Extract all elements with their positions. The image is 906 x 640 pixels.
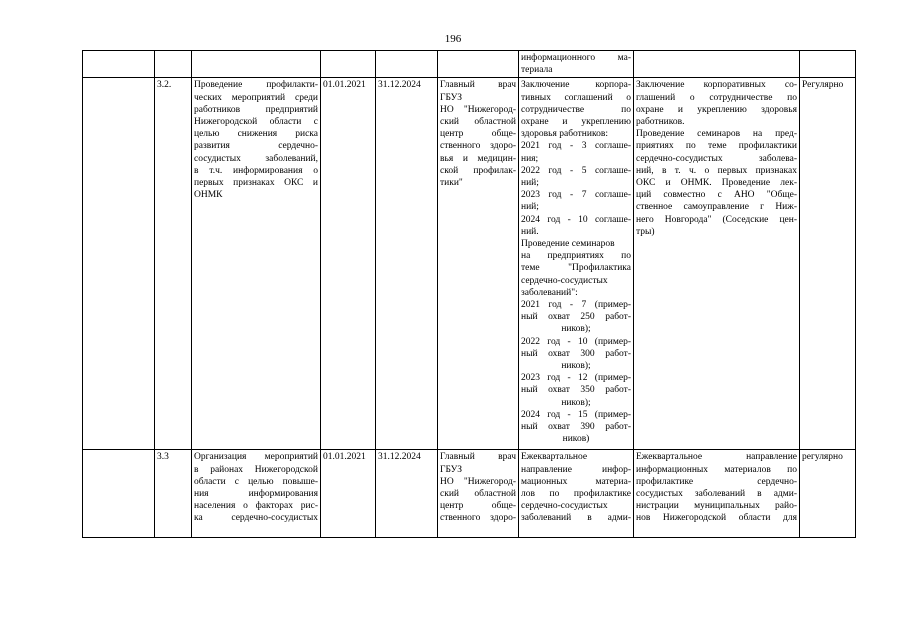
table-cell	[83, 51, 155, 78]
text-line: ний.	[521, 226, 539, 237]
text-line: целью снижения риска	[194, 129, 318, 140]
text-line: сердечно-сосудистых заболева-	[636, 153, 797, 164]
text-line: ников);	[561, 397, 591, 408]
text-line: в районах Нижегородской	[194, 464, 318, 475]
text-line: на предприятиях по	[521, 251, 631, 262]
text-line: области с целью повыше-	[194, 476, 318, 487]
start-date: 01.01.2021	[321, 450, 376, 538]
text-line: Главный врач	[440, 80, 516, 91]
text-line: ГБУЗ	[440, 92, 462, 103]
table-cell	[800, 51, 856, 78]
text-line: 2023 год - 7 соглаше-	[521, 190, 631, 201]
measures-table	[82, 50, 856, 538]
text-line: Заключение корпора-	[521, 80, 631, 91]
table-cell	[83, 450, 155, 538]
text-line: охране и укреплению	[521, 117, 631, 128]
table-cell	[634, 51, 800, 78]
row-number: 3.3	[155, 450, 192, 538]
text-line: ций совместно с АНО "Обще-	[636, 190, 797, 201]
text-line: охране и укреплению здоровья	[636, 104, 797, 115]
text-line: мационных материа-	[521, 476, 631, 487]
text-line: 2022 год - 5 соглаше-	[521, 165, 631, 176]
table-cell	[192, 51, 321, 78]
text-line: сотрудничестве по	[521, 104, 631, 115]
start-date: 01.01.2021	[321, 78, 376, 450]
text-line: в т.ч. информирования о	[194, 165, 318, 176]
period-cell: регулярно	[800, 450, 856, 538]
text-line: териала	[521, 65, 553, 76]
text-line: ный охват 250 работ-	[521, 312, 631, 323]
text-line: работников предприятий	[194, 104, 318, 115]
text-line: заболеваний в адми-	[521, 513, 631, 524]
text-line: 2021 год - 7 (пример-	[521, 300, 631, 311]
text-line: ческих мероприятий среди	[194, 92, 318, 103]
result-cell	[519, 78, 634, 450]
text-line: Проведение профилакти-	[194, 80, 318, 91]
text-line: центр обще-	[440, 501, 516, 512]
result-cell	[519, 450, 634, 538]
text-line: глашений о сотрудничестве по	[636, 92, 797, 103]
text-line: ников);	[561, 361, 591, 372]
table-cell	[83, 78, 155, 450]
text-line: Ежеквартальное направление	[636, 452, 797, 463]
text-line: ный охват 390 работ-	[521, 422, 631, 433]
text-line: информационных материалов по	[636, 464, 797, 475]
text-line: ственное самоуправление г Ниж-	[636, 202, 797, 213]
text-line: 2024 год - 10 соглаше-	[521, 214, 631, 225]
text-line: ственного здоро-	[440, 513, 516, 524]
text-line: направление инфор-	[521, 464, 631, 475]
text-line: Проведение семинаров на пред-	[636, 129, 797, 140]
text-line: Нижегородской области с	[194, 117, 318, 128]
table-cell	[376, 51, 438, 78]
text-line: ской профилак-	[440, 165, 516, 176]
period-cell: Регулярно	[800, 78, 856, 450]
end-date: 31.12.2024	[376, 78, 438, 450]
measure-cell	[192, 78, 321, 450]
text-line: НО "Нижегород-	[440, 104, 516, 115]
text-line: нистрации муниципальных райо-	[636, 501, 797, 512]
table-row	[83, 450, 856, 538]
text-line: приятиях по теме профилактики	[636, 141, 797, 152]
table-cell	[155, 51, 192, 78]
text-line: Главный врач	[440, 452, 516, 463]
text-line: 2022 год - 10 (пример-	[521, 336, 631, 347]
text-line: 2021 год - 3 соглаше-	[521, 141, 631, 152]
text-line: теме "Профилактика	[521, 263, 631, 274]
text-line: информационного ма-	[521, 53, 631, 63]
text-line: лов по профилактике	[521, 489, 631, 500]
text-line: ка сердечно-сосудистых	[194, 513, 318, 524]
text-line: тивных соглашений о	[521, 92, 631, 103]
text-line: Заключение корпоративных со-	[636, 80, 797, 91]
text-line: заболеваний":	[521, 287, 578, 298]
text-line: центр обще-	[440, 129, 516, 140]
text-line: Организация мероприятий	[194, 452, 318, 463]
text-line: ний;	[521, 202, 539, 213]
text-line: ников);	[561, 324, 591, 335]
text-line: нов Нижегородской области для	[636, 513, 797, 524]
text-line: 2023 год - 12 (пример-	[521, 373, 631, 384]
text-line: ственного здоро-	[440, 141, 516, 152]
text-line: ОКС и ОНМК. Проведение лек-	[636, 178, 797, 189]
text-line: ский областной	[440, 117, 516, 128]
text-line: сосудистых заболеваний в адми-	[636, 489, 797, 500]
table-row	[83, 78, 856, 450]
result-cell	[519, 51, 634, 78]
text-line: ников)	[562, 434, 590, 445]
text-line: профилактике сердечно-	[636, 476, 797, 487]
text-line: населения о факторах рис-	[194, 501, 318, 512]
text-line: здоровья работников:	[521, 129, 608, 140]
text-line: 2024 год - 15 (пример-	[521, 409, 631, 420]
text-line: ГБУЗ	[440, 464, 462, 475]
page-number: 196	[444, 33, 462, 45]
text-line: вья и медицин-	[440, 153, 516, 164]
text-line: сердечно-сосудистых	[521, 275, 608, 286]
text-line: ний, в т. ч. о первых признаках	[636, 165, 797, 176]
text-line: ский областной	[440, 489, 516, 500]
text-line: НО "Нижегород-	[440, 476, 516, 487]
text-line: развития сердечно-	[194, 141, 318, 152]
mechanism-cell	[634, 450, 800, 538]
responsible-cell	[438, 450, 519, 538]
table-cell	[438, 51, 519, 78]
table-row	[83, 51, 856, 78]
text-line: него Новгорода" (Соседские цен-	[636, 214, 797, 225]
end-date: 31.12.2024	[376, 450, 438, 538]
text-line: Проведение семинаров	[521, 239, 615, 250]
text-line: ния;	[521, 153, 539, 164]
text-line: тики"	[440, 178, 463, 189]
text-line: ний;	[521, 178, 539, 189]
measure-cell	[192, 450, 321, 538]
responsible-cell	[438, 78, 519, 450]
text-line: Ежеквартальное	[521, 452, 588, 463]
text-line: тры)	[636, 226, 655, 237]
text-line: ОНМК	[194, 190, 223, 201]
mechanism-cell	[634, 78, 800, 450]
table-cell	[321, 51, 376, 78]
row-number: 3.2.	[155, 78, 192, 450]
text-line: ный охват 300 работ-	[521, 348, 631, 359]
text-line: сердечно-сосудистых	[521, 501, 608, 512]
text-line: ния информирования	[194, 489, 318, 500]
text-line: ный охват 350 работ-	[521, 385, 631, 396]
text-line: сосудистых заболеваний,	[194, 153, 318, 164]
text-line: работников.	[636, 117, 685, 128]
text-line: первых признаках ОКС и	[194, 178, 318, 189]
